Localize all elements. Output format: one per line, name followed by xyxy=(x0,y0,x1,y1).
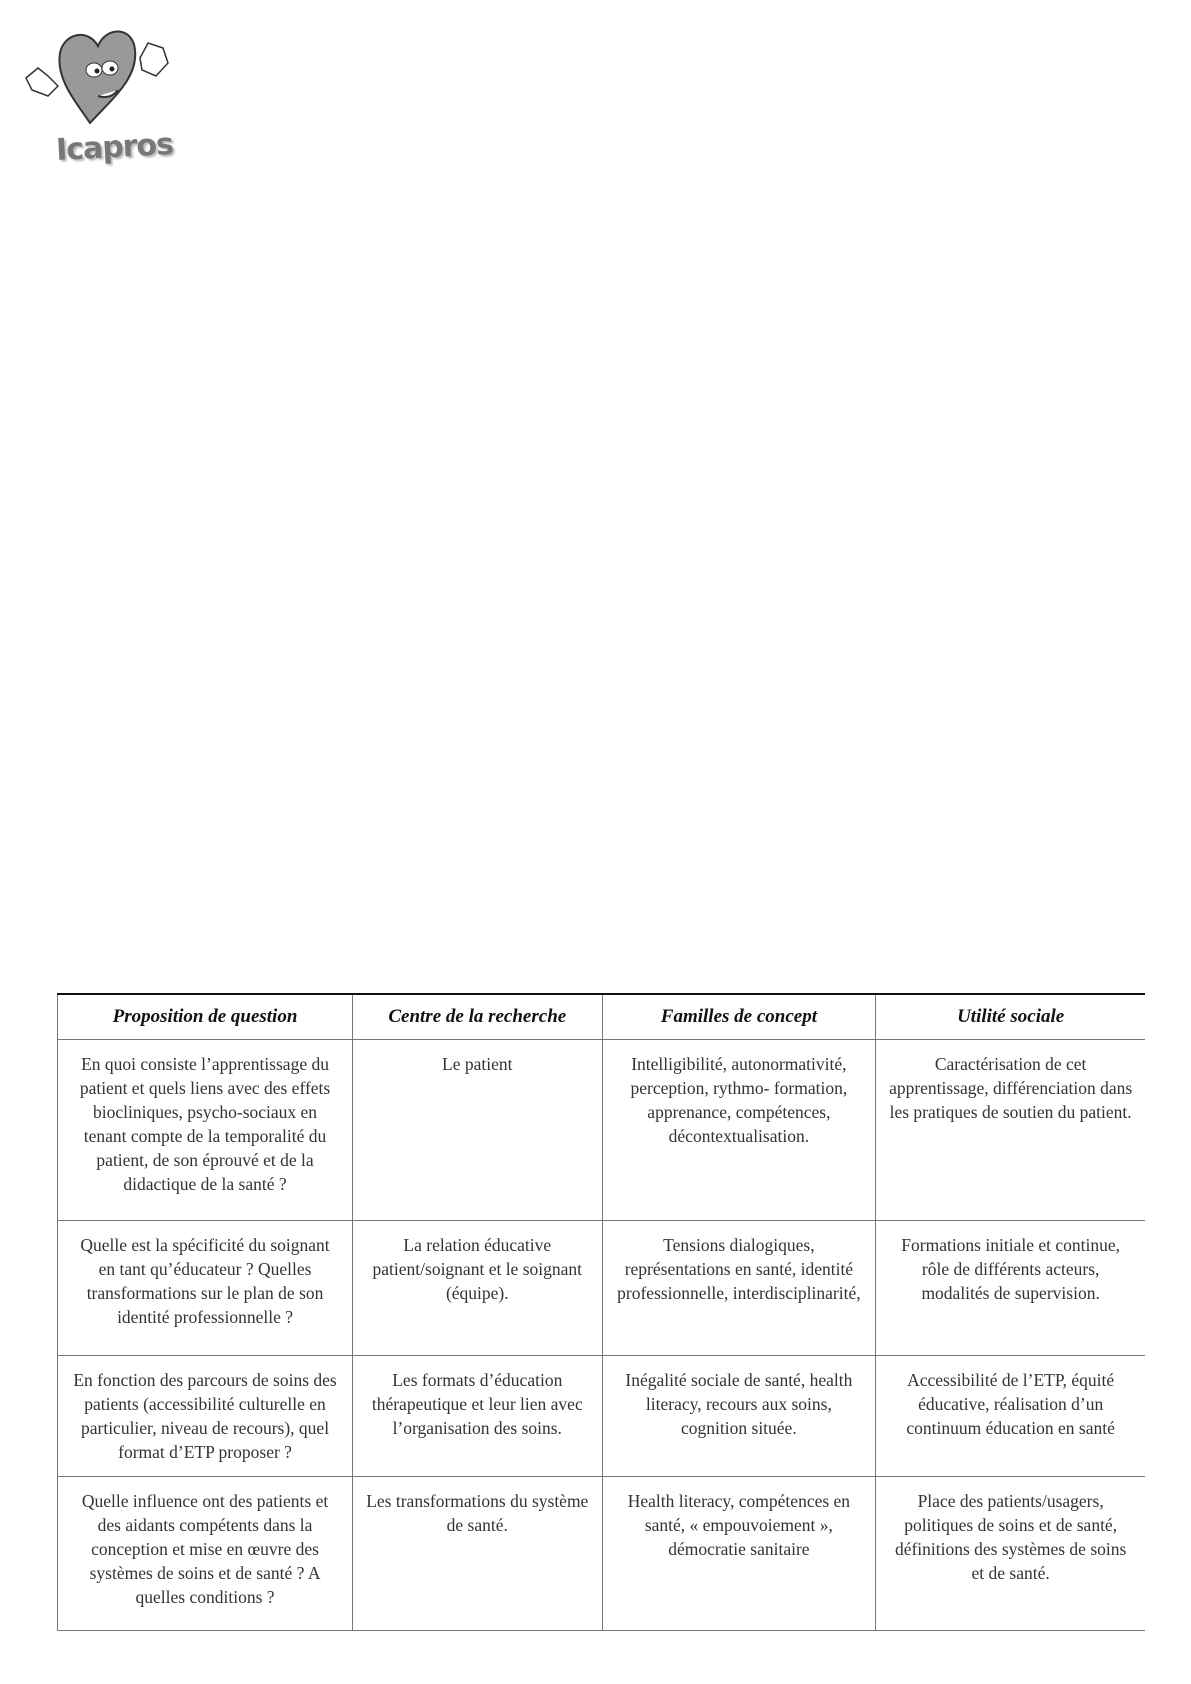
header-centre: Centre de la recherche xyxy=(353,994,602,1040)
header-proposition: Proposition de question xyxy=(58,994,353,1040)
cell-question: Quelle influence ont des patients et des aidants compétents dans la conception et mise en œuvre des systèmes de soins et de santé ? A quelles conditions ? xyxy=(58,1477,353,1631)
header-familles: Familles de concept xyxy=(602,994,876,1040)
research-table xyxy=(57,993,1145,1631)
cell-utilite: Formations initiale et continue, rôle de différents acteurs, modalités de supervision. xyxy=(876,1221,1145,1356)
cell-centre: Les formats d’éducation thérapeutique et leur lien avec l’organisation des soins. xyxy=(353,1356,602,1477)
cell-utilite: Caractérisation de cet apprentissage, différenciation dans les pratiques de soutien du patient. xyxy=(876,1040,1145,1221)
cell-utilite: Place des patients/usagers, politiques de soins et de santé, définitions des systèmes de soins et de santé. xyxy=(876,1477,1145,1631)
cell-centre: La relation éducative patient/soignant et le soignant (équipe). xyxy=(353,1221,602,1356)
table-row xyxy=(58,1477,1146,1631)
cell-centre: Les transformations du système de santé. xyxy=(353,1477,602,1631)
cell-question: En quoi consiste l’apprentissage du patient et quels liens avec des effets biocliniques, psycho-sociaux en tenant compte de la temporalité du patient, de son éprouvé et de la didactique de la santé ? xyxy=(58,1040,353,1221)
cell-utilite: Accessibilité de l’ETP, équité éducative, réalisation d’un continuum éducation en santé xyxy=(876,1356,1145,1477)
table-row xyxy=(58,1221,1146,1356)
cell-concepts: Inégalité sociale de santé, health literacy, recours aux soins, cognition située. xyxy=(602,1356,876,1477)
cell-concepts: Intelligibilité, autonormativité, perception, rythmo- formation, apprenance, compétences, décontextualisation. xyxy=(602,1040,876,1221)
cell-question: Quelle est la spécificité du soignant en tant qu’éducateur ? Quelles transformations sur le plan de son identité professionnelle ? xyxy=(58,1221,353,1356)
header-utilite: Utilité sociale xyxy=(876,994,1145,1040)
logo-text: Icapros xyxy=(55,126,174,169)
table-row xyxy=(58,1356,1146,1477)
cell-concepts: Health literacy, compétences en santé, « empouvoiement », démocratie sanitaire xyxy=(602,1477,876,1631)
heart-mascot-icon xyxy=(18,18,178,128)
table-header-row xyxy=(58,994,1146,1040)
cell-question: En fonction des parcours de soins des patients (accessibilité culturelle en particulier, niveau de recours), quel format d’ETP proposer ? xyxy=(58,1356,353,1477)
icapros-logo xyxy=(18,18,178,169)
cell-centre: Le patient xyxy=(353,1040,602,1221)
cell-concepts: Tensions dialogiques, représentations en santé, identité professionnelle, interdisciplinarité, xyxy=(602,1221,876,1356)
table-row xyxy=(58,1040,1146,1221)
